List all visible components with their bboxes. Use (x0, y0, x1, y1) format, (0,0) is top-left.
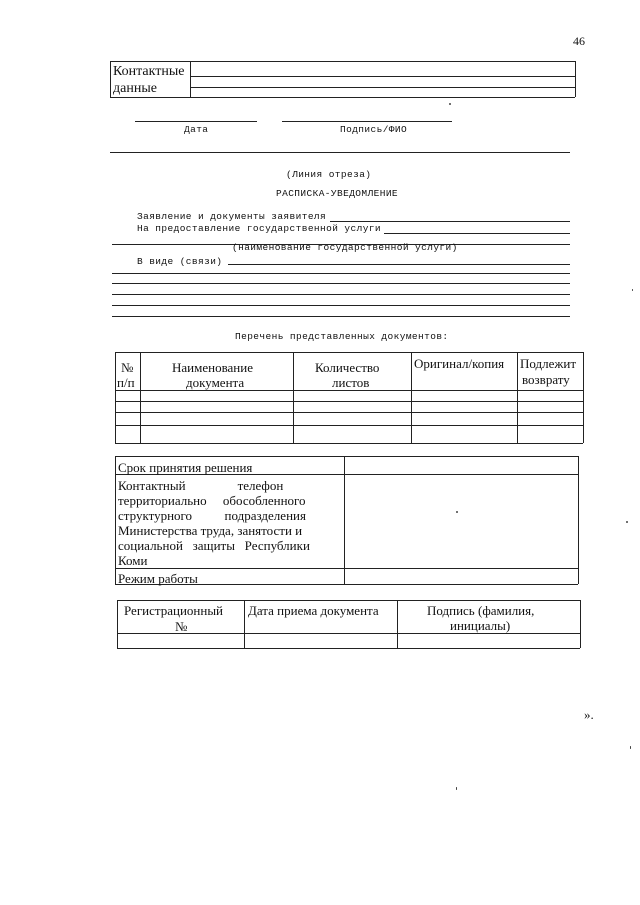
date-label: Дата (184, 124, 209, 135)
header-return: Подлежит (520, 356, 577, 371)
cut-line (110, 152, 570, 153)
header-num-2: п/п (117, 375, 135, 390)
applicant-label: Заявление и документы заявителя (137, 211, 327, 222)
phone-label-line: Министерства труда, занятости и (118, 523, 303, 538)
phone-label-line: территориально обособленного (118, 493, 306, 508)
reg-number-header-2: № (175, 619, 188, 634)
header-sheet-count: Количество (315, 360, 380, 375)
service-caption: (наименование государственной услуги) (232, 242, 458, 253)
header-sheet-count-2: листов (332, 375, 370, 390)
docs-list-title: Перечень представленных документов: (235, 331, 449, 342)
signature-fio-label: Подпись/ФИО (340, 124, 408, 135)
service-field (384, 233, 570, 234)
schedule-label: Режим работы (118, 571, 198, 586)
service-label: На предоставление государственной услуги (137, 223, 382, 234)
header-original-copy: Оригинал/копия (414, 356, 505, 371)
header-return-2: возврату (522, 372, 570, 387)
contacts-label: Контактные (113, 64, 185, 79)
header-doc-name-2: документа (186, 375, 245, 390)
cut-line-label: (Линия отреза) (286, 169, 372, 180)
applicant-field (330, 221, 570, 222)
closing-mark: ». (584, 707, 594, 722)
form-label: В виде (связи) (137, 256, 223, 267)
receipt-date-header: Дата приема документа (248, 603, 379, 618)
header-num: № (121, 360, 134, 375)
deadline-label: Срок принятия решения (118, 460, 253, 475)
form-field (228, 264, 570, 265)
header-doc-name: Наименование (172, 360, 253, 375)
page-number: 46 (573, 34, 585, 48)
signature-header: Подпись (фамилия, (427, 603, 535, 618)
phone-label-line: социальной защиты Республики (118, 538, 310, 553)
contacts-label-2: данные (113, 81, 157, 96)
signature-header-2: инициалы) (450, 618, 511, 633)
reg-number-header: Регистрационный (124, 603, 224, 618)
phone-label-line: структурного подразделения (118, 508, 306, 523)
receipt-title: РАСПИСКА-УВЕДОМЛЕНИЕ (276, 188, 399, 199)
phone-label-line: Коми (118, 553, 148, 568)
phone-label-line: Контактный телефон (118, 478, 284, 493)
